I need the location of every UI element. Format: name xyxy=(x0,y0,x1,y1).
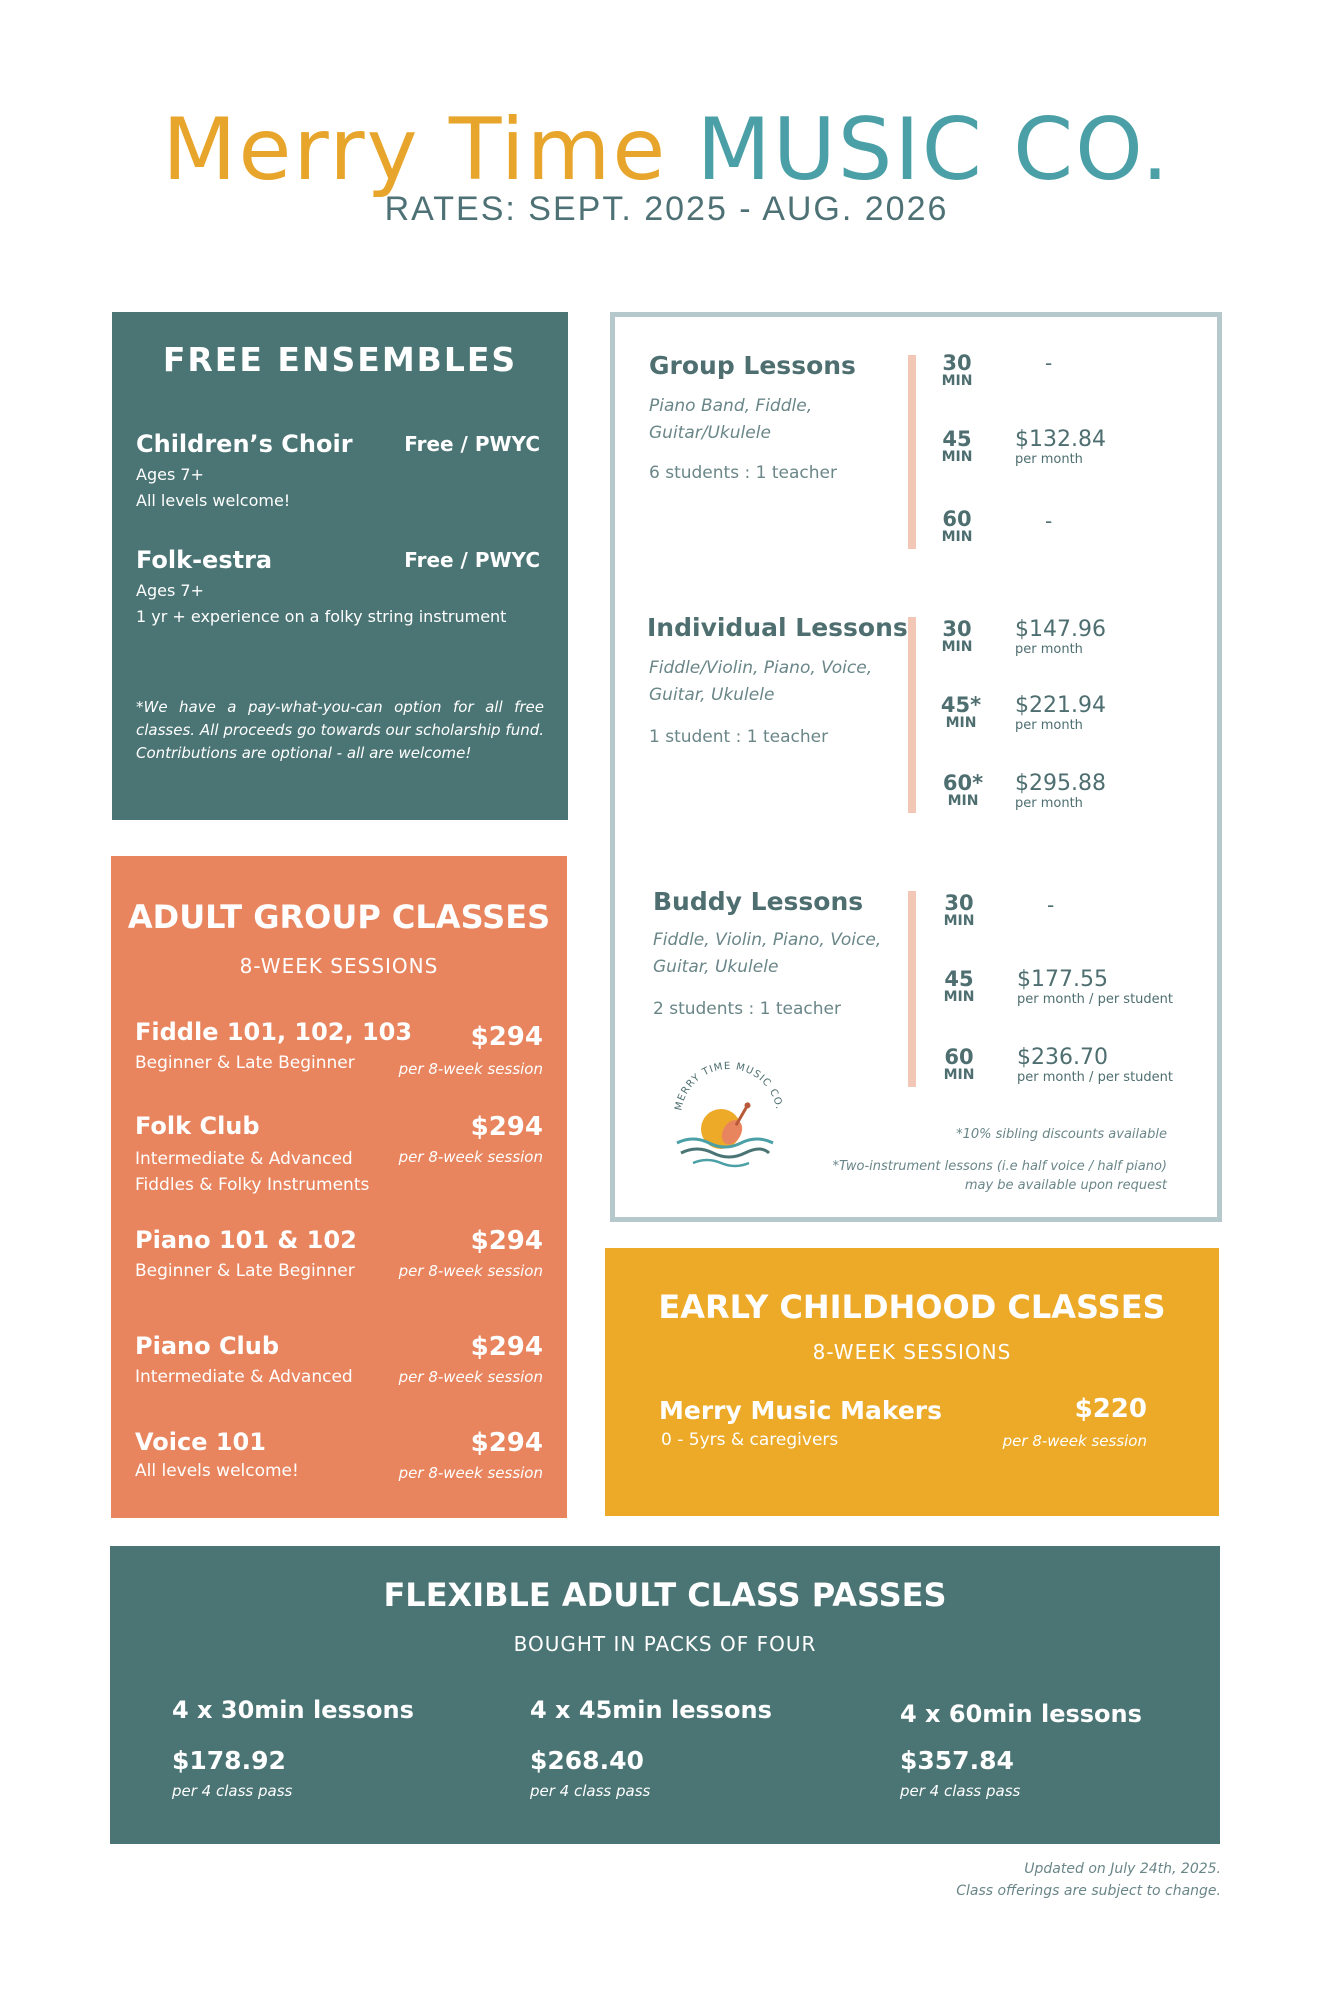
class-level: Fiddles & Folky Instruments xyxy=(135,1175,370,1195)
class-name: Fiddle 101, 102, 103 xyxy=(135,1018,413,1046)
class-price-unit: per 8-week session xyxy=(398,1262,543,1280)
class-level: Intermediate & Advanced xyxy=(135,1149,353,1169)
lesson-price: $295.88 per month xyxy=(1015,771,1106,811)
duration-label: 45* MIN xyxy=(940,693,982,731)
lesson-ratio: 6 students : 1 teacher xyxy=(649,463,837,483)
passes-title: FLEXIBLE ADULT CLASS PASSES xyxy=(383,1576,947,1614)
duration-label: 60 MIN xyxy=(943,1045,975,1083)
lesson-instruments: Fiddle/Violin, Piano, Voice, xyxy=(649,658,873,678)
brand-word-music-co: MUSIC CO. xyxy=(696,100,1171,200)
lesson-type-name: Group Lessons xyxy=(649,351,856,380)
ensemble-name: Folk-estra xyxy=(136,546,273,574)
class-level: All levels welcome! xyxy=(135,1461,299,1481)
class-name: Piano 101 & 102 xyxy=(135,1226,357,1254)
ensemble-detail: 1 yr + experience on a folky string instrument xyxy=(136,607,507,626)
pass-price-unit: per 4 class pass xyxy=(530,1782,651,1800)
free-ensembles-panel xyxy=(112,312,568,820)
early-childhood-subtitle: 8-WEEK SESSIONS xyxy=(812,1340,1012,1364)
duration-divider xyxy=(908,617,916,813)
class-name: Piano Club xyxy=(135,1332,280,1360)
class-passes-panel xyxy=(110,1546,1220,1844)
lesson-price: $132.84 per month xyxy=(1015,427,1106,467)
class-price-unit: per 8-week session xyxy=(398,1060,543,1078)
class-name: Merry Music Makers xyxy=(659,1396,943,1425)
class-price: $220 xyxy=(1074,1394,1147,1424)
lesson-price: - xyxy=(1045,351,1053,375)
adult-group-subtitle: 8-WEEK SESSIONS xyxy=(239,954,439,978)
pass-name: 4 x 45min lessons xyxy=(530,1696,772,1724)
duration-label: 60 MIN xyxy=(941,507,973,545)
class-price: $294 xyxy=(470,1428,543,1458)
ensemble-name: Children’s Choir xyxy=(136,430,353,458)
class-name: Voice 101 xyxy=(135,1428,266,1456)
ensemble-detail: All levels welcome! xyxy=(136,491,291,510)
duration-label: 30 MIN xyxy=(943,891,975,929)
private-lessons-panel xyxy=(610,312,1222,1222)
svg-text:MERRY TIME MUSIC CO.: MERRY TIME MUSIC CO. xyxy=(673,1060,785,1112)
class-price: $294 xyxy=(470,1226,543,1256)
lesson-price: $147.96 per month xyxy=(1015,617,1106,657)
lesson-instruments: Fiddle, Violin, Piano, Voice, xyxy=(653,930,882,950)
lesson-price: $177.55 per month / per student xyxy=(1017,967,1173,1007)
class-price-unit: per 8-week session xyxy=(1002,1432,1147,1450)
duration-label: 30 MIN xyxy=(941,351,973,389)
duration-label: 45 MIN xyxy=(941,427,973,465)
brand-title xyxy=(0,100,1333,200)
sibling-discount-note: *10% sibling discounts available xyxy=(956,1127,1167,1142)
adult-group-title: ADULT GROUP CLASSES xyxy=(127,898,551,936)
early-childhood-panel xyxy=(605,1248,1219,1516)
pass-name: 4 x 30min lessons xyxy=(172,1696,414,1724)
lesson-ratio: 1 student : 1 teacher xyxy=(649,727,829,747)
class-price: $294 xyxy=(470,1112,543,1142)
lesson-type-name: Individual Lessons xyxy=(647,613,908,642)
pass-price: $357.84 xyxy=(900,1746,1014,1775)
class-price-unit: per 8-week session xyxy=(398,1464,543,1482)
two-instrument-note: *Two-instrument lessons (i.e half voice / half piano) xyxy=(832,1159,1167,1174)
lesson-price: $221.94 per month xyxy=(1015,693,1106,733)
pass-price: $268.40 xyxy=(530,1746,644,1775)
lesson-instruments: Guitar/Ukulele xyxy=(649,423,771,443)
two-instrument-note: may be available upon request xyxy=(964,1178,1167,1193)
merry-time-logo-icon xyxy=(663,1047,793,1177)
duration-divider xyxy=(908,355,916,549)
duration-label: 45 MIN xyxy=(943,967,975,1005)
class-level: 0 - 5yrs & caregivers xyxy=(661,1430,839,1450)
lesson-instruments: Guitar, Ukulele xyxy=(653,957,779,977)
class-level: Beginner & Late Beginner xyxy=(135,1261,355,1281)
lesson-type-name: Buddy Lessons xyxy=(653,887,864,916)
class-name: Folk Club xyxy=(135,1112,260,1140)
early-childhood-title: EARLY CHILDHOOD CLASSES xyxy=(658,1288,1166,1326)
footer-note xyxy=(956,1858,1221,1902)
duration-label: 30 MIN xyxy=(941,617,973,655)
class-price: $294 xyxy=(470,1332,543,1362)
lesson-instruments: Piano Band, Fiddle, xyxy=(649,396,813,416)
class-level: Intermediate & Advanced xyxy=(135,1367,353,1387)
adult-group-classes-panel xyxy=(111,856,567,1518)
class-price-unit: per 8-week session xyxy=(398,1368,543,1386)
pass-price-unit: per 4 class pass xyxy=(900,1782,1021,1800)
ensemble-detail: Ages 7+ xyxy=(136,581,204,600)
class-price: $294 xyxy=(470,1022,543,1052)
class-level: Beginner & Late Beginner xyxy=(135,1053,355,1073)
duration-label: 60* MIN xyxy=(942,771,984,809)
pass-price-unit: per 4 class pass xyxy=(172,1782,293,1800)
rates-subtitle: RATES: SEPT. 2025 - AUG. 2026 xyxy=(384,190,949,228)
pass-name: 4 x 60min lessons xyxy=(900,1700,1142,1728)
ensemble-price: Free / PWYC xyxy=(404,432,540,456)
brand-word-merry-time: Merry Time xyxy=(162,100,668,200)
free-ensembles-title: FREE ENSEMBLES xyxy=(162,340,518,379)
subject-to-change: Class offerings are subject to change. xyxy=(956,1883,1221,1899)
pass-price: $178.92 xyxy=(172,1746,286,1775)
lesson-price: $236.70 per month / per student xyxy=(1017,1045,1173,1085)
lesson-price: - xyxy=(1045,509,1053,533)
lesson-instruments: Guitar, Ukulele xyxy=(649,685,775,705)
ensemble-price: Free / PWYC xyxy=(404,548,540,572)
class-price-unit: per 8-week session xyxy=(398,1148,543,1166)
lesson-ratio: 2 students : 1 teacher xyxy=(653,999,841,1019)
lesson-price: - xyxy=(1047,893,1055,917)
passes-subtitle: BOUGHT IN PACKS OF FOUR xyxy=(513,1632,817,1656)
ensemble-detail: Ages 7+ xyxy=(136,465,204,484)
duration-divider xyxy=(908,891,916,1087)
pwyc-note: *We have a pay-what-you-can option for all free classes. All proceeds go towards our scholarship fund. Contributions are optional - all are welcome! xyxy=(136,698,544,762)
updated-date: Updated on July 24th, 2025. xyxy=(1024,1861,1221,1877)
